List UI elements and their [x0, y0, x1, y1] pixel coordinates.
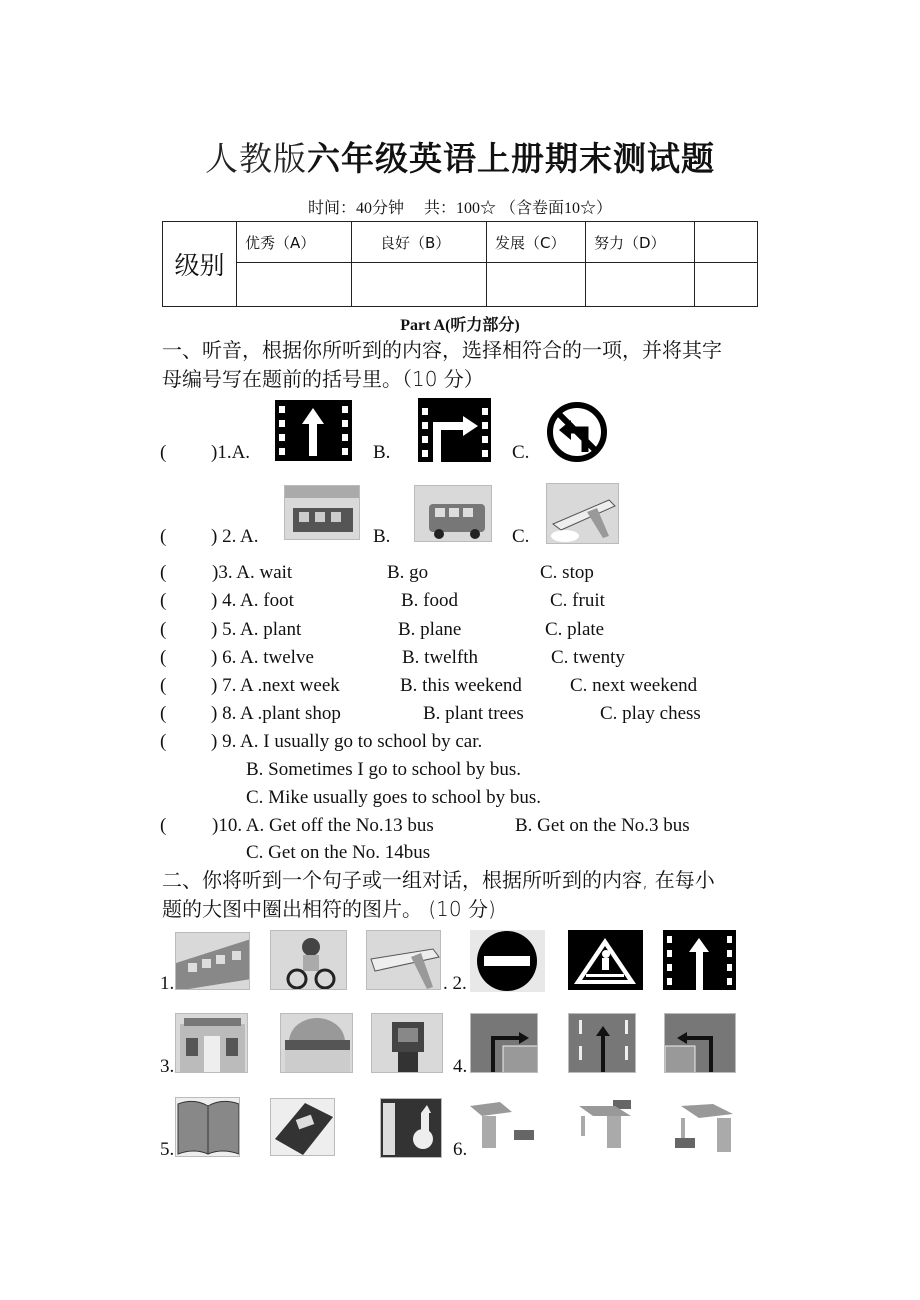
q7-bracket-open[interactable]: (: [160, 675, 167, 696]
q6-option-c[interactable]: C. twenty: [551, 647, 625, 668]
q2-option-c[interactable]: C.: [512, 526, 530, 547]
train-station-image[interactable]: [284, 485, 360, 540]
q4-option-b[interactable]: B. food: [401, 590, 458, 611]
q10-option-c[interactable]: C. Get on the No. 14bus: [246, 842, 431, 863]
q1-option-b[interactable]: B.: [373, 442, 391, 463]
dictionary-image[interactable]: [270, 1098, 335, 1156]
go-straight-road-image[interactable]: [568, 1013, 636, 1073]
s2-item2-label: . 2.: [443, 973, 467, 994]
q10-bracket-open[interactable]: (: [160, 815, 167, 836]
q7-option-a[interactable]: ) 7. A .next week: [211, 675, 340, 696]
grade-table: [162, 221, 758, 307]
q2-number: ) 2. A.: [211, 526, 259, 547]
title-main: 六年级英语上册期末测试题: [307, 139, 715, 178]
q1-bracket-open[interactable]: (: [160, 442, 167, 463]
post-box-image[interactable]: [371, 1013, 443, 1073]
story-book-image[interactable]: [380, 1098, 442, 1158]
part-a-heading: Part A(听力部分): [400, 317, 520, 334]
grade-header-d: 努力（D）: [586, 222, 695, 263]
q5-option-b[interactable]: B. plane: [398, 619, 462, 640]
s2-item4-label: 4.: [453, 1056, 468, 1077]
q8-option-c[interactable]: C. play chess: [600, 703, 701, 724]
s2-item3-label: 3.: [160, 1056, 175, 1077]
q3-option-b[interactable]: B. go: [387, 562, 429, 583]
pedestrian-crossing-sign-icon[interactable]: [568, 930, 643, 990]
science-museum-image[interactable]: [280, 1013, 353, 1073]
s2-item5-label: 5.: [160, 1139, 175, 1160]
bus-image[interactable]: [414, 485, 492, 542]
exam-info: 时间：40分钟 共：100☆ （含卷面10☆）: [307, 200, 612, 217]
grade-cell-b[interactable]: [352, 263, 487, 307]
q2-option-b[interactable]: B.: [373, 526, 391, 547]
grade-cell-c[interactable]: [487, 263, 586, 307]
q3-option-a[interactable]: )3. A. wait: [212, 562, 293, 583]
plane-image[interactable]: [546, 483, 619, 544]
q7-option-c[interactable]: C. next weekend: [570, 675, 698, 696]
q7-option-b[interactable]: B. this weekend: [400, 675, 522, 696]
q5-bracket-open[interactable]: (: [160, 619, 167, 640]
q9-option-a[interactable]: ) 9. A. I usually go to school by car.: [211, 731, 483, 752]
plane-image[interactable]: [366, 930, 441, 990]
q4-bracket-open[interactable]: (: [160, 590, 167, 611]
q6-option-b[interactable]: B. twelfth: [402, 647, 478, 668]
grade-header-b: 良好（B）: [352, 222, 487, 263]
q4-option-c[interactable]: C. fruit: [550, 590, 605, 611]
q1-number: )1.A.: [211, 442, 251, 463]
title-publisher: 人教版: [205, 139, 307, 178]
bicycle-girl-image[interactable]: [270, 930, 347, 990]
picture-book-image[interactable]: [175, 1097, 240, 1157]
toy-car-on-desk-image[interactable]: [575, 1100, 635, 1155]
q8-option-a[interactable]: ) 8. A .plant shop: [211, 703, 341, 724]
s2-item1-label: 1.: [160, 973, 175, 994]
q3-bracket-open[interactable]: (: [160, 562, 167, 583]
s2-item6-label: 6.: [453, 1139, 468, 1160]
q1-option-c[interactable]: C.: [512, 442, 530, 463]
turn-right-sign-icon[interactable]: [418, 398, 491, 462]
q10-option-a[interactable]: )10. A. Get off the No.13 bus: [212, 815, 434, 836]
q9-option-c[interactable]: C. Mike usually goes to school by bus.: [246, 787, 542, 808]
grade-header-a: 优秀（A）: [237, 222, 352, 263]
grade-header-c: 发展（C）: [487, 222, 586, 263]
go-straight-sign-icon[interactable]: [663, 930, 736, 990]
turn-right-road-image[interactable]: [470, 1013, 538, 1073]
go-straight-sign-icon[interactable]: [275, 400, 352, 461]
turn-left-road-image[interactable]: [664, 1013, 736, 1073]
q9-option-b[interactable]: B. Sometimes I go to school by bus.: [246, 759, 521, 780]
toy-car-under-desk-image[interactable]: [673, 1100, 738, 1158]
toy-car-near-desk-image[interactable]: [470, 1100, 535, 1155]
q5-option-c[interactable]: C. plate: [545, 619, 605, 640]
no-entry-sign-icon[interactable]: [470, 930, 545, 992]
grade-cell-extra[interactable]: [695, 263, 758, 307]
q3-option-c[interactable]: C. stop: [540, 562, 594, 583]
q6-option-a[interactable]: ) 6. A. twelve: [211, 647, 314, 668]
grade-header-extra: [695, 222, 758, 263]
section2-instruction-2: 题的大图中圈出相符的图片。 (10 分): [162, 897, 496, 921]
q8-bracket-open[interactable]: (: [160, 703, 167, 724]
train-image[interactable]: [175, 932, 250, 990]
section1-instruction-2: 母编号写在题前的括号里。（10 分）: [162, 367, 484, 391]
q5-option-a[interactable]: ) 5. A. plant: [211, 619, 302, 640]
grade-cell-d[interactable]: [586, 263, 695, 307]
q2-bracket-open[interactable]: (: [160, 526, 167, 547]
q4-option-a[interactable]: ) 4. A. foot: [211, 590, 294, 611]
section1-instruction-1: 一、听音，根据你所听到的内容，选择相符合的一项，并将其字: [162, 338, 722, 362]
q10-option-b[interactable]: B. Get on the No.3 bus: [515, 815, 690, 836]
q8-option-b[interactable]: B. plant trees: [423, 703, 524, 724]
grade-cell-a[interactable]: [237, 263, 352, 307]
section2-instruction-1: 二、你将听到一个句子或一组对话，根据所听到的内容, 在每小: [162, 868, 715, 892]
shop-image[interactable]: [175, 1013, 248, 1073]
no-left-turn-sign-icon[interactable]: [545, 400, 609, 464]
q6-bracket-open[interactable]: (: [160, 647, 167, 668]
q9-bracket-open[interactable]: (: [160, 731, 167, 752]
page-title: [0, 133, 920, 180]
grade-row-label: 级别: [163, 222, 237, 307]
